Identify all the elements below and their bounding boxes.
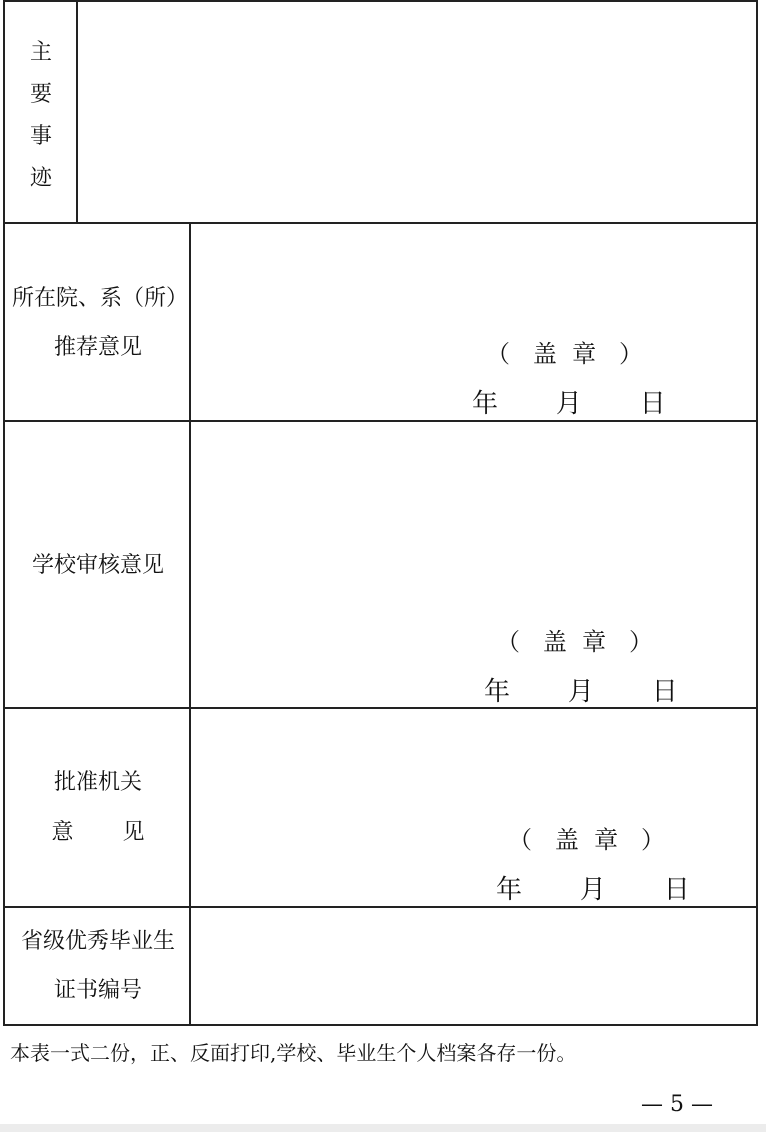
school-review-label: 学校审核意见 [31,553,164,578]
department-date: 年 月 日 [472,389,666,419]
main-deeds-label-char: 主 [29,40,52,65]
main-deeds-label-char: 迹 [29,166,52,191]
certificate-label-line1: 省级优秀毕业生 [20,929,175,954]
main-deeds-label-char: 要 [29,82,52,107]
certificate-label-line2: 证书编号 [53,978,142,1003]
department-label-line2: 推荐意见 [53,335,142,360]
department-label-line1: 所在院、系（所） [12,286,189,311]
row-divider-3 [3,906,758,908]
school-date: 年 月 日 [484,677,678,707]
approval-seal: （ 盖 章 ） [508,826,666,854]
main-deeds-table [3,0,758,224]
main-deeds-label-char: 事 [29,124,52,149]
department-seal: （ 盖 章 ） [486,340,644,368]
page-number: — 5 — [641,1092,713,1117]
main-deeds-label [28,32,54,200]
bottom-strip [0,1124,766,1132]
school-seal: （ 盖 章 ） [496,628,654,656]
approval-label-line1: 批准机关 [53,770,142,795]
approval-label-line2: 意 见 [51,820,145,845]
footnote: 本表一式二份，正、反面打印,学校、毕业生个人档案各存一份。 [10,1041,577,1065]
main-deeds-divider [76,0,78,224]
row-divider-1 [3,420,758,422]
approval-date: 年 月 日 [496,875,690,905]
